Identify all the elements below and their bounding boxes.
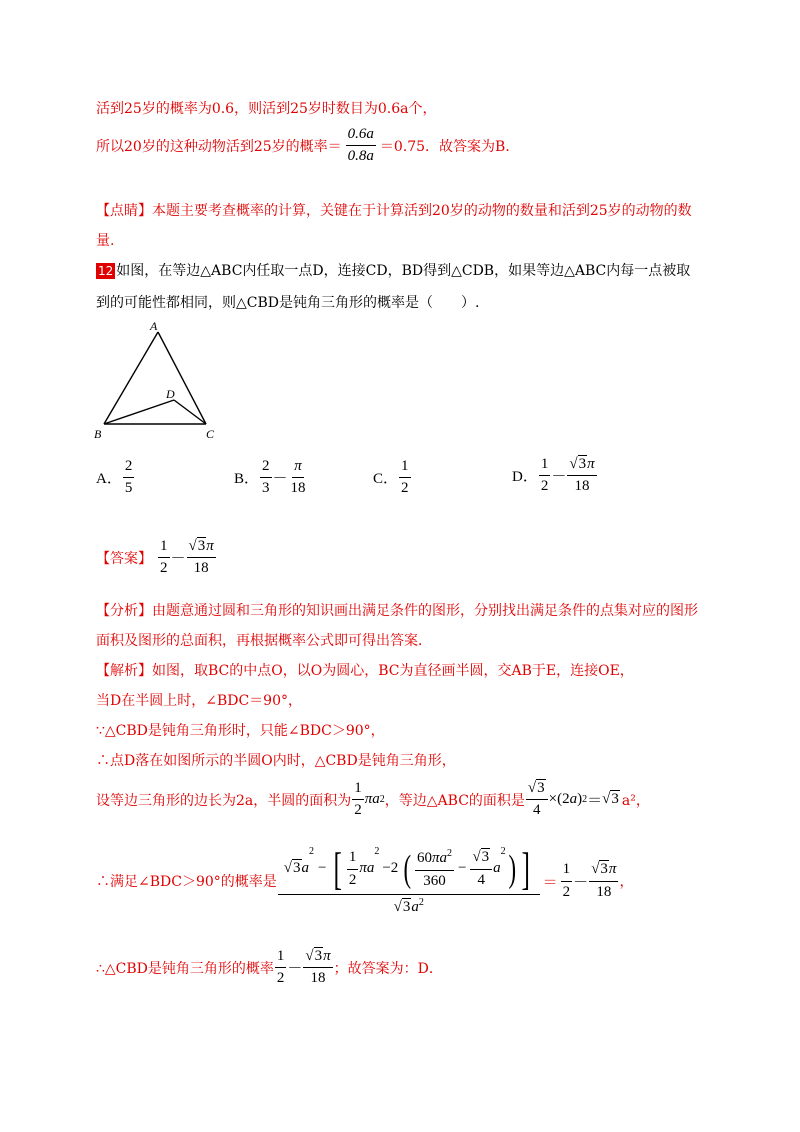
answer-den-2: 18 [193,560,209,577]
triangle-area-expr: $\frac{√3}{4}$ ×(2a) 2 ＝ √3 [527,780,619,819]
option-a-den: 5 [124,480,133,497]
option-c-den: 2 [401,480,409,497]
option-b-fraction-1 [260,458,272,498]
line-2-suffix: ＝0.75．故答案为B． [379,138,520,155]
option-a-num: 2 [123,458,135,478]
solution-text-5-c: a²， [621,792,650,809]
option-c [373,458,412,498]
answer-radicand: 3 [197,538,206,554]
comment-line-2: 量. [96,233,115,249]
result-fraction-2: $\frac{√3\pi}{18}$ [591,861,617,900]
option-b-label: B． [234,471,260,488]
solution-line-1 [96,660,634,680]
point-label-d: D [166,387,175,401]
side-ab [104,332,158,424]
option-d-pi: π [587,456,595,472]
option-b-fraction-2 [289,458,308,498]
solution-tag: 【解析】 [96,663,152,679]
comment-text: 本题主要考查概率的计算，关键在于计算活到20岁的动物的数量和活到25岁的动物的数 [152,203,692,219]
option-b-den-1: 3 [262,480,270,497]
option-d-fraction-2 [567,456,596,496]
comment-line-1 [96,200,692,220]
question-number-badge: 12 [98,264,114,278]
option-c-num: 1 [399,458,411,478]
solution-line-7 [96,948,443,988]
solution-line-3: ∵△CBD是钝角三角形时，只能∠BDC＞90°， [96,723,385,739]
solution-text-5-a: 设等边三角形的边长为2a，半圆的面积为 [96,792,352,809]
semicircle-area-expr: $\frac{1}{2}$ πa 2 [354,780,385,819]
analysis-tag: 【分析】 [96,603,152,619]
equals-sign: ＝ [542,874,558,891]
solution-line-4: ∴点D落在如图所示的半圆O内时，△CBD是钝角三角形， [96,753,456,769]
answer-fraction-1 [158,538,170,578]
final-minus: － [287,961,303,978]
option-d-fraction-1 [539,456,551,496]
option-d-radicand: 3 [578,456,587,472]
option-a [96,458,135,498]
option-c-fraction [399,458,411,498]
solution-text-7-suffix: ；故答案为：D． [333,960,443,977]
question-line-2: 到的可能性都相同，则△CBD是钝角三角形的概率是（ ）. [96,295,480,311]
solution-line-5 [96,780,650,820]
solution-text-1: 如图，取BC的中点O，以O为圆心，BC为直径画半圆，交AB于E，连接OE， [152,663,634,679]
option-d-den-2: 18 [574,478,590,495]
option-d-den-1: 2 [540,478,549,495]
answer-minus: － [170,551,186,568]
fraction-denominator: 0.8a [347,148,374,165]
result-minus: － [573,874,589,891]
final-fraction-2: $\frac{√3\pi}{18}$ [305,948,331,987]
answer-num-2: √3π [187,538,216,558]
solution-text-7-prefix: ∴△CBD是钝角三角形的概率 [96,960,274,977]
segment-cd [174,400,206,424]
option-c-label: C． [373,471,399,488]
option-d-minus: － [551,469,567,486]
option-a-label: A． [96,471,122,488]
option-b-den-2: 18 [290,480,306,497]
solution-line-2: 当D在半圆上时，∠BDC＝90°， [96,693,302,709]
option-d [512,456,598,496]
side-ac [158,332,206,424]
option-a-fraction [123,458,135,498]
analysis-text-1: 由题意通过圆和三角形的知识画出满足条件的图形，分别找出满足条件的点集对应的图形 [152,603,698,619]
option-b-num-1: 2 [260,458,272,478]
vertex-label-c: C [206,427,215,441]
comment-tag: 【点睛】 [96,203,152,219]
final-fraction-1: $\frac{1}{2}$ [276,948,285,987]
fraction-0-6a-over-0-8a [346,126,376,166]
vertex-label-a: A [150,319,158,333]
solution-text-6-suffix: ， [619,874,634,891]
answer-den-1: 2 [160,560,168,577]
question-text-1: 如图，在等边△ABC内任取一点D，连接CD，BD得到△CDB，如果等边△ABC内每一点被取 [116,263,691,279]
solution-text-6-prefix: ∴满足∠BDC＞90°的概率是 [96,874,277,891]
option-b-minus: － [272,471,288,488]
analysis-line-2: 面积及图形的总面积，再根据概率公式即可得出答案． [96,633,432,649]
vertex-label-b: B [94,427,102,441]
answer-pi: π [206,538,214,554]
analysis-line-1 [96,600,698,620]
answer-fraction-2 [187,538,216,578]
answer-line [96,538,217,578]
answer-num-1: 1 [158,538,170,558]
option-b [234,458,309,498]
text-line-2 [96,126,519,166]
triangle-figure [88,318,228,446]
question-line-1 [96,260,690,280]
text-line-1: 活到25岁的概率为0.6，则活到25岁时数目为0.6a个， [96,101,437,117]
answer-tag: 【答案】 [96,550,152,567]
fraction-numerator: 0.6a [346,126,376,146]
solution-line-6 [96,843,634,916]
option-b-num-2: π [292,458,304,478]
option-d-num-1: 1 [539,456,551,476]
line-2-prefix: 所以20岁的这种动物活到25岁的概率＝ [96,138,342,155]
solution-text-5-b: ，等边△ABC的面积是 [384,792,525,809]
segment-bd [104,400,174,424]
result-fraction-1: $\frac{1}{2}$ [562,861,571,900]
option-d-label: D． [512,469,538,486]
probability-big-fraction: √3 a 2 − [ $\frac{1}{2}$ πa 2 −2 ( $\frac{60\pi a^2}{360}$ − $\frac{√3}{4}$ a 2 ) ] $√3a^2$ [278,846,540,916]
option-d-num-2: √3π [567,456,596,476]
